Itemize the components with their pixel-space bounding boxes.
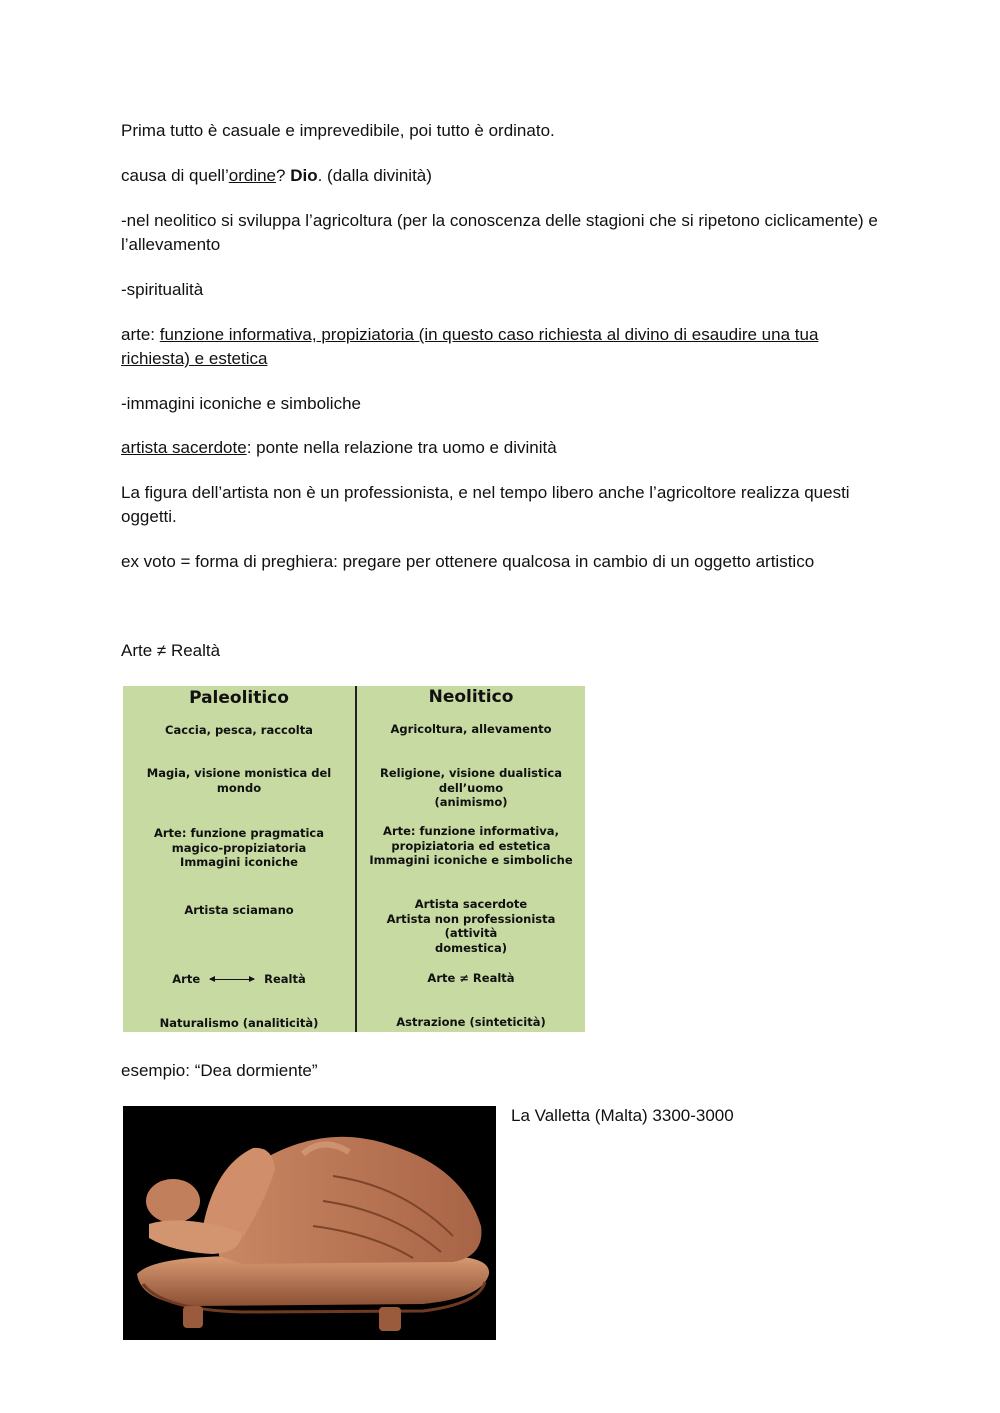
table-cell: Artista sciamano bbox=[184, 903, 294, 917]
paragraph-3: -nel neolitico si sviluppa l’agricoltura (per la conoscenza delle stagioni che si ripetono ciclicamente) e l’allevamento bbox=[121, 211, 878, 254]
underlined-phrase-artista-sacerdote: artista sacerdote bbox=[121, 438, 247, 457]
table-cell: Astrazione (sinteticità) bbox=[396, 1015, 546, 1029]
underlined-word-ordine: ordine bbox=[228, 166, 277, 185]
underlined-phrase-funzione: funzione informativa, propiziatoria (in questo caso richiesta al divino di esaudire una tua richiesta) e estetica bbox=[121, 325, 819, 368]
paragraph-8: La figura dell’artista non è un professionista, e nel tempo libero anche l’agricoltore realizza questi oggetti. bbox=[121, 483, 850, 526]
table-cell: Magia, visione monistica del mondo bbox=[146, 766, 332, 795]
paragraph-10: Arte ≠ Realtà bbox=[121, 641, 221, 660]
bold-word-dio: Dio bbox=[290, 166, 318, 185]
table-cell: Arte ≠ Realtà bbox=[427, 971, 515, 985]
paragraph-2-a: causa di quell’ bbox=[121, 166, 229, 185]
table-cell: Agricoltura, allevamento bbox=[390, 722, 552, 736]
table-column-neolitico bbox=[357, 686, 585, 1032]
paragraph-7 bbox=[121, 436, 891, 460]
double-arrow-icon bbox=[210, 979, 254, 980]
table-cell: Caccia, pesca, raccolta bbox=[165, 723, 313, 737]
paragraph-6: -immagini iconiche e simboliche bbox=[121, 394, 361, 413]
paragraph-1: Prima tutto è casuale e imprevedibile, poi tutto è ordinato. bbox=[121, 121, 555, 140]
table-header-paleolitico: Paleolitico bbox=[189, 688, 289, 708]
arrow-label-arte: Arte bbox=[172, 972, 201, 986]
paragraph-9: ex voto = forma di preghiera: pregare per ottenere qualcosa in cambio di un oggetto artistico bbox=[121, 552, 815, 571]
table-header-neolitico: Neolitico bbox=[428, 687, 514, 707]
table-cell: Naturalismo (analiticità) bbox=[159, 1016, 319, 1030]
table-cell: Religione, visione dualistica dell’uomo (animismo) bbox=[379, 766, 562, 809]
table-cell-arte-realta-arrow bbox=[125, 972, 353, 987]
table-cell: Arte: funzione informativa, propiziatoria ed estetica Immagini iconiche e simboliche bbox=[369, 824, 573, 867]
paragraph-2-b: ? bbox=[276, 166, 291, 185]
paragraph-7-a: : ponte nella relazione tra uomo e divinità bbox=[246, 438, 557, 457]
paragraph-2 bbox=[121, 164, 891, 188]
table-cell: Arte: funzione pragmatica magico-propiziatoria Immagini iconiche bbox=[153, 826, 325, 869]
paragraph-5 bbox=[121, 323, 891, 371]
paragraph-4: -spiritualità bbox=[121, 280, 204, 299]
paragraph-11: esempio: “Dea dormiente” bbox=[121, 1061, 318, 1080]
comparison-table bbox=[123, 686, 585, 1032]
arrow-label-realta: Realtà bbox=[264, 972, 306, 986]
paragraph-5-a: arte: bbox=[121, 325, 160, 344]
table-column-paleolitico bbox=[123, 686, 355, 1032]
table-cell: Artista sacerdote Artista non professionista (attività domestica) bbox=[386, 897, 556, 955]
sleeping-lady-figurine-image bbox=[123, 1106, 496, 1340]
paragraph-2-c: . (dalla divinità) bbox=[317, 166, 432, 185]
image-caption: La Valletta (Malta) 3300-3000 bbox=[511, 1106, 734, 1125]
